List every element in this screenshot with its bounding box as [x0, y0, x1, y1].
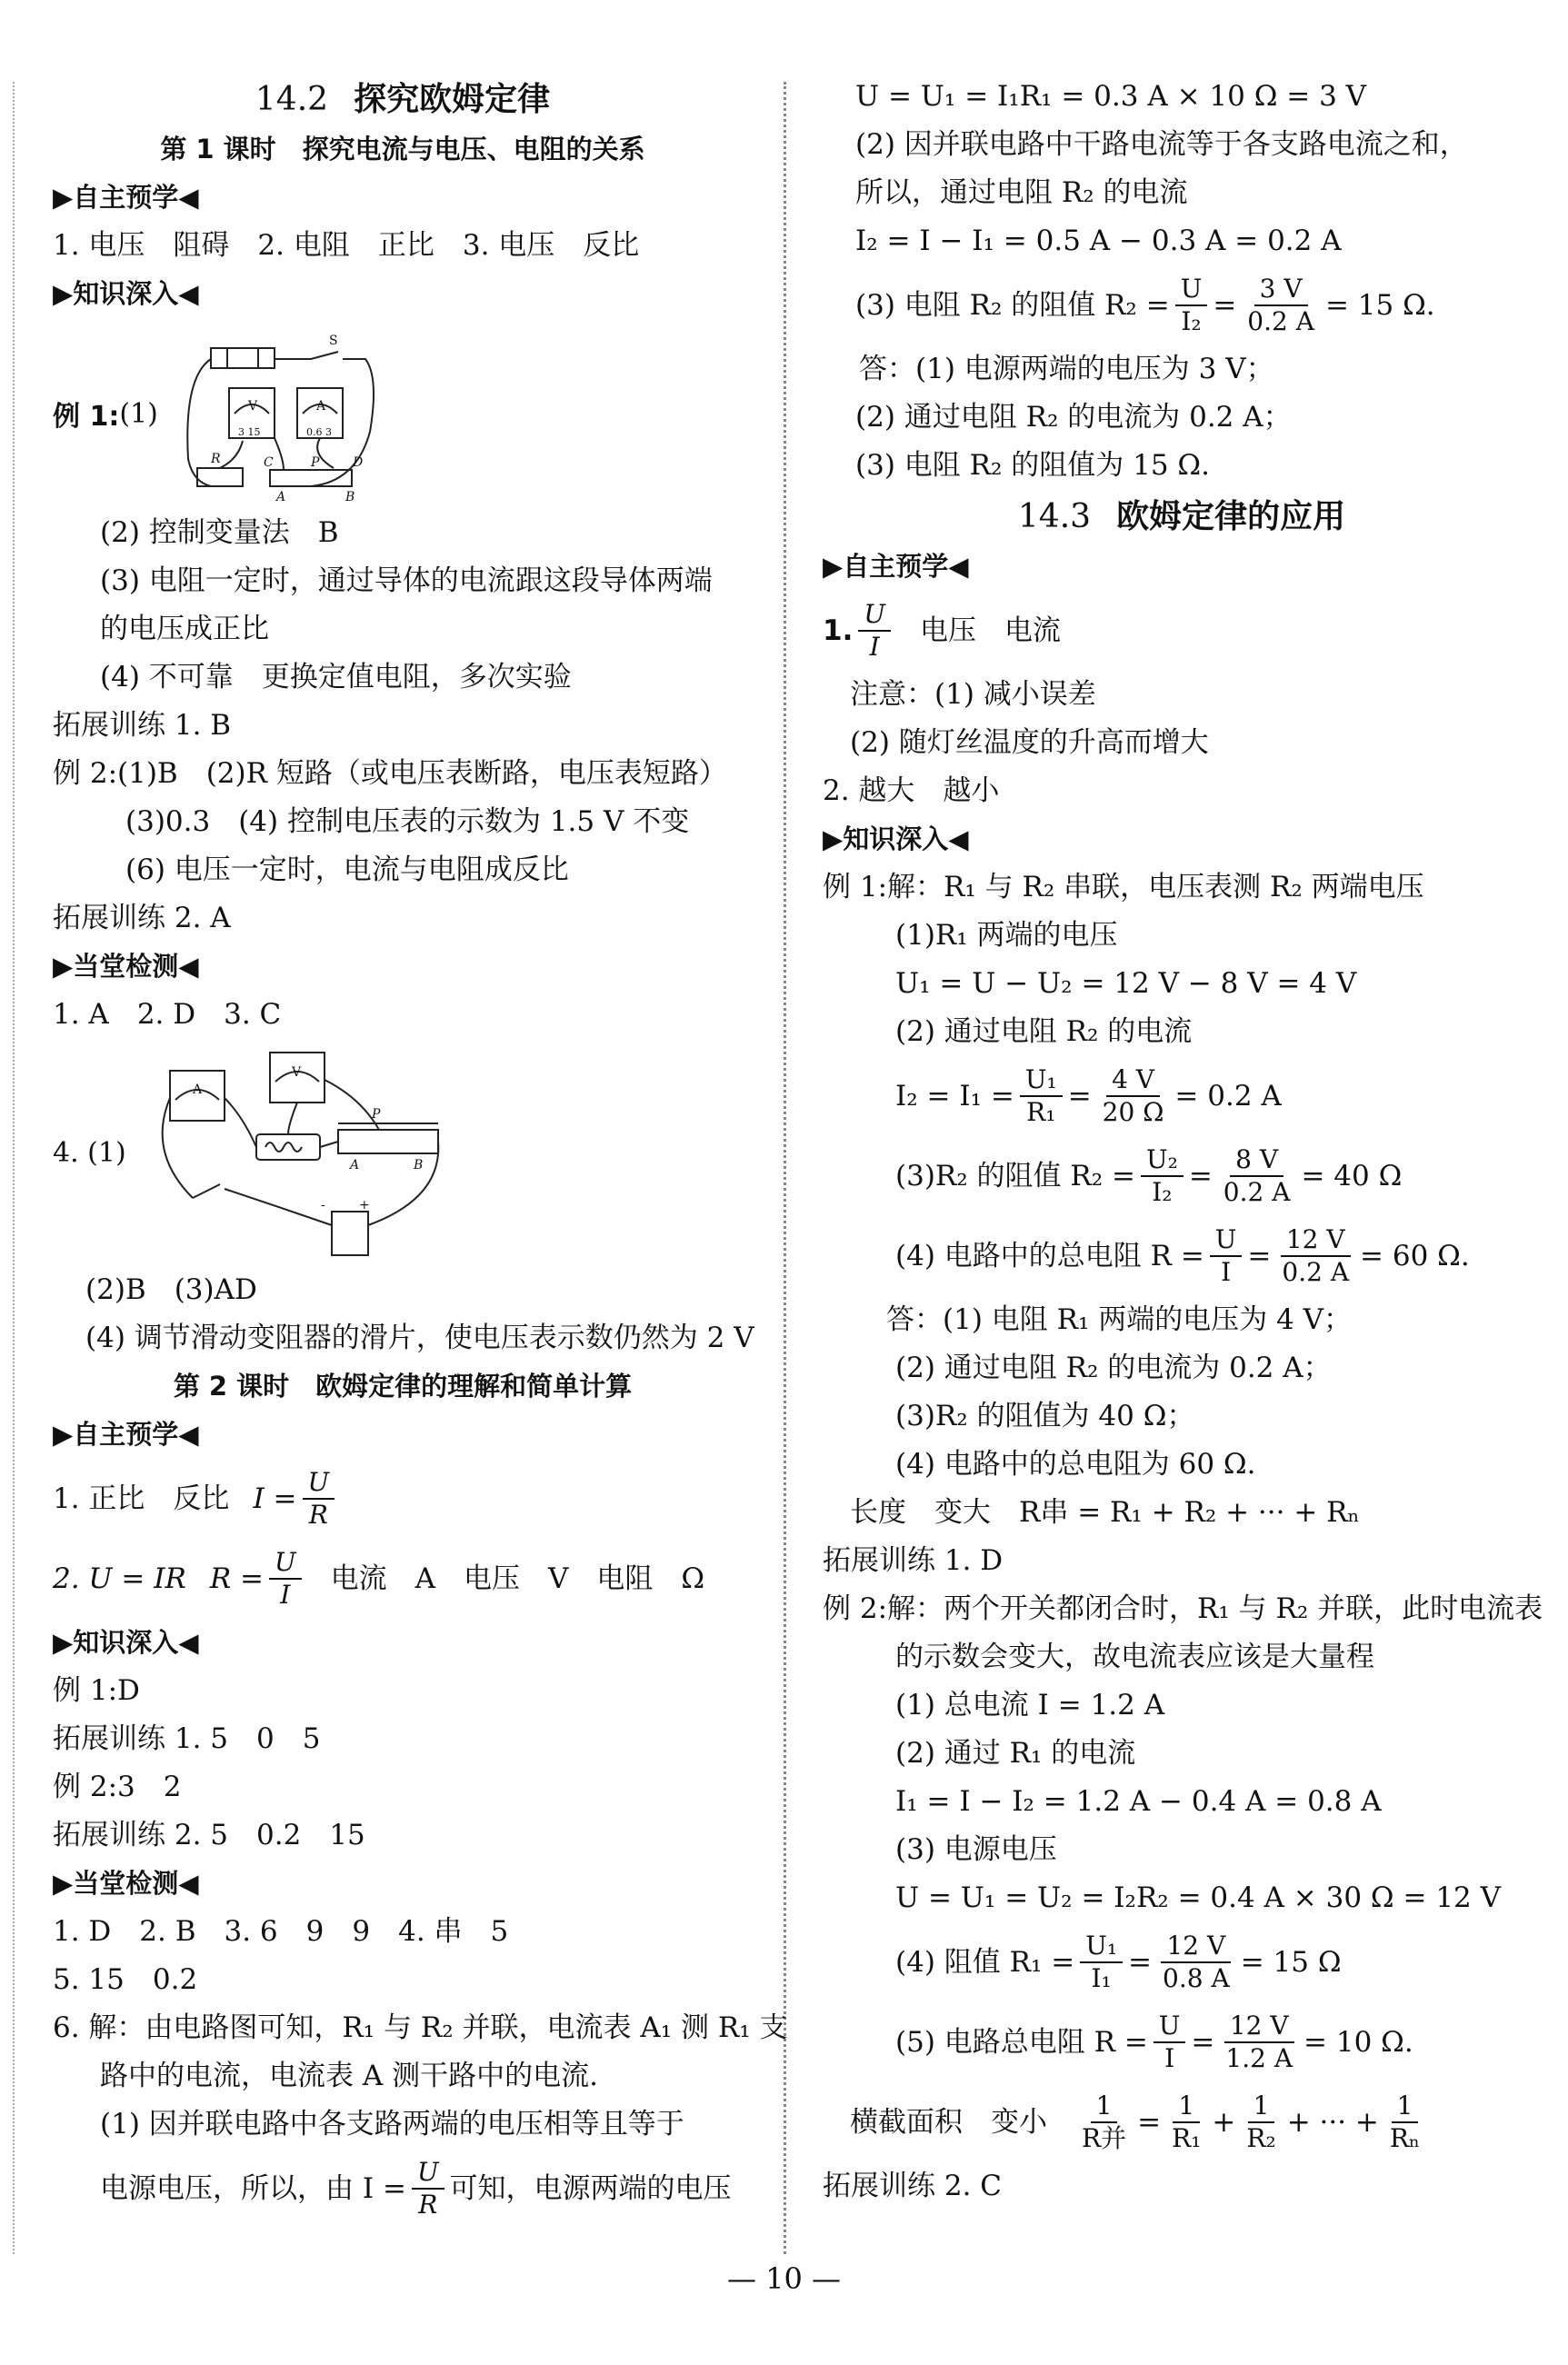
- answer-line: (2) 通过电阻 R₂ 的电流为 0.2 A；: [855, 401, 1292, 434]
- answer-line: 例 1:D: [53, 1674, 140, 1707]
- fraction: $\frac{U}{R}$: [303, 1467, 335, 1531]
- answer-line: U = U₁ = I₁R₁ = 0.3 A × 10 Ω = 3 V: [855, 80, 1367, 113]
- fraction: $\frac{U}{I}$: [269, 1547, 302, 1611]
- answer-line: (3)R₂ 的阻值为 40 Ω；: [895, 1400, 1195, 1432]
- answer-line: (4) 电路中的总电阻为 60 Ω.: [895, 1448, 1256, 1481]
- example-1-figure-row: 例 1: (1) S V A 3 15 0.6 3 R C P D A B: [53, 318, 753, 509]
- answer-line: 拓展训练 2. A: [53, 902, 231, 934]
- svg-text:-: -: [320, 1198, 325, 1212]
- formula-line: (5) 电路总电阻 R = $\frac{U}{I}$ = $\frac{12 V}{1.2 A}$ = 10 Ω.: [895, 2011, 1413, 2073]
- answer-line: 答：(1) 电阻 R₁ 两端的电压为 4 V；: [886, 1303, 1353, 1336]
- answer-line: U = U₁ = U₂ = I₂R₂ = 0.4 A × 30 Ω = 12 V: [895, 1881, 1502, 1914]
- answer-line: 长度 变大 R串 = R₁ + R₂ + ··· + Rₙ: [850, 1496, 1360, 1529]
- answer-line: 注意：(1) 减小误差: [850, 678, 1096, 711]
- answer-line: 的电压成正比: [100, 613, 269, 645]
- answer-line: (3)0.3 (4) 控制电压表的示数为 1.5 V 不变: [125, 805, 690, 838]
- lesson-1-title: 第 1 课时 探究电流与电压、电阻的关系: [160, 134, 645, 165]
- answer-line: 拓展训练 2. 5 0.2 15: [53, 1819, 365, 1851]
- switch: [193, 1184, 220, 1198]
- answer-line: (4) 调节滑动变阻器的滑片，使电压表示数仍然为 2 V: [85, 1322, 754, 1354]
- answer-line: (3) 电阻一定时，通过导体的电流跟这段导体两端: [100, 564, 713, 597]
- heading-knowledge: ▶知识深入◀: [53, 1627, 199, 1658]
- answer-line: 例 2:(1)B (2)R 短路（或电压表断路，电压表短路）: [53, 757, 727, 790]
- answer-line: (2)B (3)AD: [85, 1273, 257, 1306]
- formula-line: 横截面积 变小 $\frac{1}{\text{R并}}$ = $\frac{1}{\text{R₁}}$ + $\frac{1}{\text{R₂}}$ + ··· + $\frac{1}{\text{Rₙ}}$: [850, 2091, 1421, 2153]
- svg-text:+: +: [358, 1198, 370, 1212]
- answer-line: 1. A 2. D 3. C: [53, 998, 282, 1031]
- section-title-14-3: 14.3 欧姆定律的应用: [1017, 497, 1346, 535]
- heading-check: ▶当堂检测◀: [53, 951, 199, 982]
- answer-line: (3) 电源电压: [895, 1833, 1057, 1866]
- answer-line: 1. 电压 阻碍 2. 电阻 正比 3. 电压 反比: [53, 229, 640, 262]
- answer-line: I₁ = I − I₂ = 1.2 A − 0.4 A = 0.8 A: [895, 1785, 1382, 1818]
- formula-line: 1. $\frac{U}{I}$ 电压 电流: [823, 599, 1061, 662]
- answer-line: (1) 因并联电路中各支路两端的电压相等且等于: [100, 2108, 684, 2140]
- answer-line: (4) 不可靠 更换定值电阻，多次实验: [100, 661, 572, 694]
- formula-line: 2. U = IR R = $\frac{U}{I}$ 电流 A 电压 V 电阻 Ω: [53, 1547, 705, 1610]
- svg-text:P: P: [310, 455, 320, 470]
- lesson-2-title: 第 2 课时 欧姆定律的理解和简单计算: [173, 1371, 633, 1402]
- question-4-figure-row: 4. (1) A V P A B + -: [53, 1039, 753, 1266]
- fraction: $\frac{U}{R}$: [412, 2157, 444, 2220]
- formula-line: 电源电压，所以，由 I = $\frac{U}{R}$ 可知，电源两端的电压: [100, 2157, 732, 2220]
- formula-line: I₂ = I₁ = $\frac{\text{U₁}}{\text{R₁}}$ = $\frac{4 V}{20 \Omega}$ = 0.2 A: [895, 1064, 1282, 1127]
- answer-line: 拓展训练 2. C: [823, 2170, 1003, 2202]
- svg-text:V: V: [247, 399, 257, 414]
- svg-text:A: A: [315, 399, 325, 414]
- answer-line: 所以，通过电阻 R₂ 的电流: [855, 176, 1188, 209]
- margin-rule: [13, 82, 15, 2254]
- answer-line: (2) 因并联电路中干路电流等于各支路电流之和，: [855, 128, 1468, 161]
- answer-line: 例 1:解：R₁ 与 R₂ 串联，电压表测 R₂ 两端电压: [823, 871, 1424, 903]
- formula-line: (3) 电阻 R₂ 的阻值 R₂ = $\frac{U}{\text{I₂}}$ = $\frac{3 V}{0.2 A}$ = 15 Ω.: [855, 274, 1435, 336]
- battery: [211, 348, 275, 368]
- battery: [332, 1212, 368, 1255]
- formula-line: (4) 电路中的总电阻 R = $\frac{U}{I}$ = $\frac{12 V}{0.2 A}$ = 60 Ω.: [895, 1224, 1470, 1287]
- heading-preview: ▶自主预学◀: [823, 551, 969, 582]
- answer-line: (2) 通过 R₁ 的电流: [895, 1737, 1136, 1770]
- heading-preview: ▶自主预学◀: [53, 1419, 199, 1450]
- answer-line: 答：(1) 电源两端的电压为 3 V；: [859, 353, 1274, 385]
- rheostat: [338, 1130, 438, 1153]
- svg-text:0.6 3: 0.6 3: [305, 426, 332, 438]
- answer-line: 例 2:3 2: [53, 1771, 182, 1803]
- answer-line: I₂ = I − I₁ = 0.5 A − 0.3 A = 0.2 A: [855, 225, 1342, 257]
- answer-line: 例 2:解：两个开关都闭合时，R₁ 与 R₂ 并联，此时电流表: [823, 1592, 1543, 1625]
- svg-text:S: S: [328, 334, 338, 348]
- answer-line: 拓展训练 1. D: [823, 1544, 1004, 1577]
- svg-text:A: A: [275, 490, 285, 504]
- answer-line: (6) 电压一定时，电流与电阻成反比: [125, 853, 569, 886]
- svg-text:P: P: [371, 1107, 381, 1122]
- svg-text:C: C: [263, 455, 274, 470]
- right-column: [823, 73, 1541, 2210]
- section-title-14-2: 14.2 探究欧姆定律: [255, 80, 551, 118]
- wire: [275, 352, 338, 359]
- answer-line: (1) 总电流 I = 1.2 A: [895, 1689, 1165, 1721]
- svg-text:V: V: [291, 1065, 301, 1080]
- svg-text:R: R: [210, 452, 221, 466]
- heading-check: ▶当堂检测◀: [53, 1868, 199, 1899]
- answer-line: 拓展训练 1. B: [53, 709, 232, 742]
- answer-line: 6. 解：由电路图可知，R₁ 与 R₂ 并联，电流表 A₁ 测 R₁ 支: [53, 2011, 788, 2044]
- answer-line: 路中的电流，电流表 A 测干路中的电流.: [100, 2060, 598, 2092]
- svg-text:B: B: [413, 1158, 423, 1173]
- column-divider: [784, 82, 786, 2254]
- heading-preview: ▶自主预学◀: [53, 182, 199, 213]
- answer-line: (2) 随灯丝温度的升高而增大: [850, 726, 1209, 759]
- answer-line: (2) 控制变量法 B: [100, 516, 339, 549]
- answer-line: (2) 通过电阻 R₂ 的电流为 0.2 A；: [895, 1352, 1332, 1384]
- left-column: [53, 73, 788, 2229]
- heading-knowledge: ▶知识深入◀: [823, 823, 969, 854]
- formula-line: (4) 阻值 R₁ = $\frac{\text{U₁}}{\text{I₁}}$ = $\frac{12 V}{0.8 A}$ = 15 Ω: [895, 1931, 1342, 1993]
- svg-text:3 15: 3 15: [237, 426, 261, 438]
- svg-text:D: D: [352, 455, 364, 470]
- formula-line: 1. 正比 反比 I = $\frac{U}{R}$: [53, 1459, 753, 1539]
- answer-line: U₁ = U − U₂ = 12 V − 8 V = 4 V: [895, 967, 1357, 1000]
- heading-knowledge: ▶知识深入◀: [53, 278, 199, 309]
- answer-line: 拓展训练 1. 5 0 5: [53, 1722, 321, 1755]
- circuit-diagram-1: [175, 323, 393, 504]
- circuit-diagram-2: [143, 1043, 452, 1262]
- page-number: — 10 —: [726, 2261, 842, 2296]
- svg-text:B: B: [345, 490, 355, 504]
- answer-line: (2) 通过电阻 R₂ 的电流: [895, 1015, 1193, 1048]
- answer-line: (1)R₁ 两端的电压: [895, 919, 1118, 952]
- answer-line: (3) 电阻 R₂ 的阻值为 15 Ω.: [855, 449, 1210, 482]
- answer-line: 5. 15 0.2: [53, 1963, 198, 1996]
- svg-text:A: A: [349, 1158, 359, 1173]
- answer-line: 的示数会变大，故电流表应该是大量程: [895, 1641, 1374, 1673]
- answer-line: 2. 越大 越小: [823, 774, 1000, 807]
- formula-line: (3)R₂ 的阻值 R₂ = $\frac{\text{U₂}}{\text{I₂}}$ = $\frac{8 V}{0.2 A}$ = 40 Ω: [895, 1144, 1403, 1207]
- svg-text:A: A: [192, 1083, 202, 1097]
- answer-line: 1. D 2. B 3. 6 9 9 4. 串 5: [53, 1915, 509, 1948]
